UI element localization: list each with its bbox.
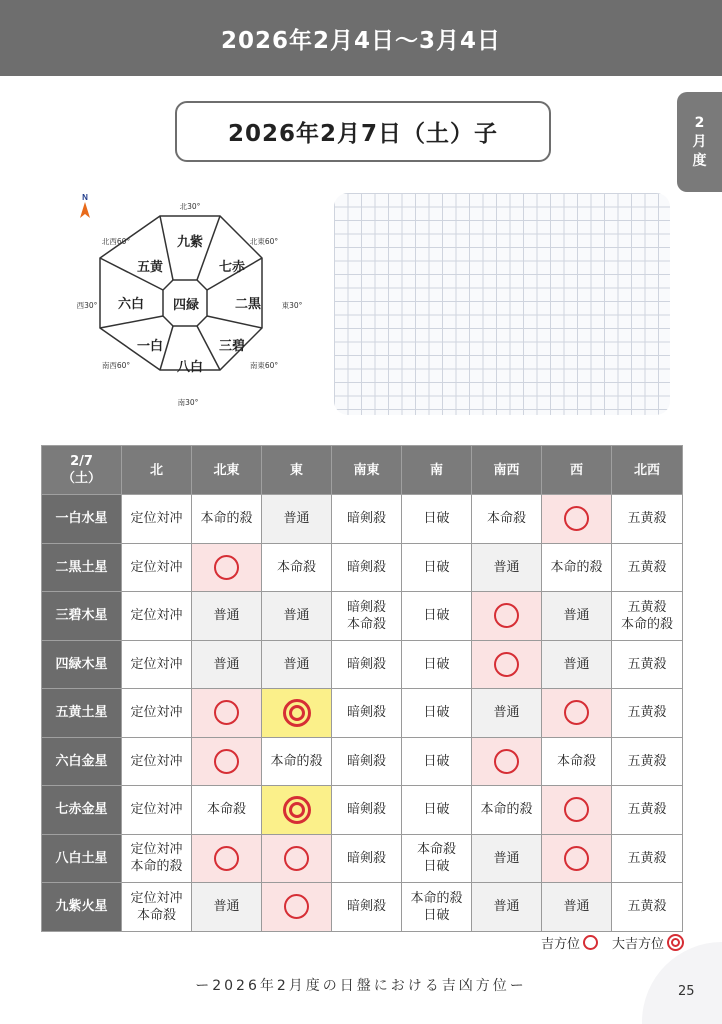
cell-text: 本命殺 bbox=[556, 753, 596, 769]
compass-diagram bbox=[70, 190, 320, 415]
degree-south: 南30° bbox=[177, 398, 199, 407]
table-row bbox=[42, 640, 683, 689]
cell-text: 普通 bbox=[563, 656, 590, 672]
table-cell bbox=[192, 640, 262, 689]
table-cell bbox=[122, 786, 192, 835]
column-header: 南西 bbox=[472, 446, 542, 495]
row-header-star: 三碧木星 bbox=[42, 592, 122, 641]
table-cell bbox=[122, 592, 192, 641]
table-cell bbox=[542, 543, 612, 592]
legend-good-label: 吉方位 bbox=[540, 937, 580, 952]
table-cell bbox=[192, 786, 262, 835]
cell-text: 五黄殺 bbox=[627, 656, 667, 672]
table-cell bbox=[192, 543, 262, 592]
good-direction-icon bbox=[214, 846, 239, 871]
cell-text: 定位対冲 bbox=[130, 511, 183, 527]
column-header: 北 bbox=[122, 446, 192, 495]
cell-text: 普通 bbox=[213, 899, 240, 915]
column-header: 南 bbox=[402, 446, 472, 495]
cell-text: 日破 bbox=[423, 859, 450, 875]
table-cell bbox=[542, 592, 612, 641]
cell-text: 日破 bbox=[423, 511, 450, 527]
table-cell bbox=[472, 689, 542, 738]
table-cell bbox=[472, 592, 542, 641]
table-cell bbox=[402, 834, 472, 883]
cell-text: 五黄殺 bbox=[627, 802, 667, 818]
cell-text: 五黄殺 bbox=[627, 705, 667, 721]
cell-text: 日破 bbox=[423, 559, 450, 575]
good-direction-icon bbox=[494, 652, 519, 677]
table-cell bbox=[192, 737, 262, 786]
double-circle-icon bbox=[667, 934, 684, 951]
table-cell bbox=[122, 689, 192, 738]
cell-text: 暗剣殺 bbox=[346, 559, 386, 575]
table-cell bbox=[262, 495, 332, 544]
table-cell bbox=[472, 883, 542, 932]
column-header: 東 bbox=[262, 446, 332, 495]
cell-text: 本命殺 bbox=[346, 616, 386, 632]
sector-north: 九紫 bbox=[176, 235, 204, 250]
cell-text: 五黄殺 bbox=[627, 511, 667, 527]
header-bar bbox=[0, 0, 722, 76]
sector-center: 四緑 bbox=[172, 298, 200, 313]
row-header-star: 一白水星 bbox=[42, 495, 122, 544]
sector-northeast: 七赤 bbox=[218, 260, 246, 275]
table-row bbox=[42, 592, 683, 641]
sector-south: 八白 bbox=[176, 360, 204, 375]
row-header-star: 二黒土星 bbox=[42, 543, 122, 592]
table-cell bbox=[542, 495, 612, 544]
cell-text: 定位対冲 bbox=[130, 890, 183, 906]
month-tab[interactable] bbox=[677, 92, 722, 192]
degree-northeast: 北東60° bbox=[249, 237, 279, 246]
column-header: 北東 bbox=[192, 446, 262, 495]
table-cell bbox=[262, 883, 332, 932]
table-row bbox=[42, 737, 683, 786]
table-cell bbox=[332, 883, 402, 932]
cell-text: 普通 bbox=[563, 608, 590, 624]
cell-text: 普通 bbox=[563, 899, 590, 915]
cell-text: 定位対冲 bbox=[130, 559, 183, 575]
table-cell bbox=[612, 883, 683, 932]
cell-text: 暗剣殺 bbox=[346, 599, 386, 615]
table-cell bbox=[542, 689, 612, 738]
cell-text: 日破 bbox=[423, 705, 450, 721]
cell-text: 日破 bbox=[423, 802, 450, 818]
table-cell bbox=[192, 495, 262, 544]
cell-text: 本命的殺 bbox=[130, 859, 183, 875]
row-header-star: 六白金星 bbox=[42, 737, 122, 786]
table-cell bbox=[472, 543, 542, 592]
legend-great-label: 大吉方位 bbox=[611, 937, 664, 952]
table-cell bbox=[332, 543, 402, 592]
good-direction-icon bbox=[214, 749, 239, 774]
cell-text: 暗剣殺 bbox=[346, 802, 386, 818]
cell-text: 定位対冲 bbox=[130, 802, 183, 818]
cell-text: 本命的殺 bbox=[620, 616, 673, 632]
table-cell bbox=[332, 592, 402, 641]
cell-text: 五黄殺 bbox=[627, 850, 667, 866]
degree-north: 北30° bbox=[179, 202, 201, 211]
row-header-star: 八白土星 bbox=[42, 834, 122, 883]
cell-text: 本命的殺 bbox=[410, 890, 463, 906]
cell-text: 普通 bbox=[283, 656, 310, 672]
north-mark: N bbox=[82, 193, 88, 202]
table-cell bbox=[542, 640, 612, 689]
table-cell bbox=[542, 883, 612, 932]
cell-text: 五黄殺 bbox=[627, 599, 667, 615]
table-cell bbox=[612, 834, 683, 883]
table-cell bbox=[332, 737, 402, 786]
cell-text: 暗剣殺 bbox=[346, 850, 386, 866]
table-cell bbox=[402, 640, 472, 689]
table-cell bbox=[612, 786, 683, 835]
column-header: 北西 bbox=[612, 446, 683, 495]
table-cell bbox=[192, 592, 262, 641]
table-cell bbox=[192, 883, 262, 932]
cell-text: 普通 bbox=[493, 559, 520, 575]
table-cell bbox=[332, 834, 402, 883]
table-cell bbox=[262, 834, 332, 883]
month-tab-char1: 月 bbox=[692, 133, 707, 150]
corner-weekday: （土） bbox=[61, 471, 101, 486]
memo-grid-area[interactable] bbox=[334, 193, 670, 415]
legend bbox=[541, 933, 684, 952]
cell-text: 日破 bbox=[423, 656, 450, 672]
cell-text: 日破 bbox=[423, 753, 450, 769]
table-corner bbox=[42, 446, 122, 495]
table-cell bbox=[192, 689, 262, 738]
table-cell bbox=[542, 786, 612, 835]
table-cell bbox=[612, 495, 683, 544]
cell-text: 定位対冲 bbox=[130, 705, 183, 721]
table-cell bbox=[262, 543, 332, 592]
good-direction-icon bbox=[564, 506, 589, 531]
good-circle-icon bbox=[583, 935, 598, 950]
cell-text: 本命殺 bbox=[276, 559, 316, 575]
table-header-row bbox=[42, 446, 683, 495]
table-cell bbox=[472, 737, 542, 786]
table-cell bbox=[402, 592, 472, 641]
cell-text: 定位対冲 bbox=[130, 608, 183, 624]
cell-text: 日破 bbox=[423, 907, 450, 923]
cell-text: 定位対冲 bbox=[130, 842, 183, 858]
table-cell bbox=[122, 737, 192, 786]
table-cell bbox=[472, 640, 542, 689]
date-label: 2026年2月7日（土）子 bbox=[227, 121, 499, 147]
cell-text: 普通 bbox=[493, 705, 520, 721]
good-direction-icon bbox=[214, 700, 239, 725]
cell-text: 普通 bbox=[213, 656, 240, 672]
table-row bbox=[42, 689, 683, 738]
column-header: 西 bbox=[542, 446, 612, 495]
table-cell bbox=[262, 737, 332, 786]
cell-text: 定位対冲 bbox=[130, 656, 183, 672]
table-cell bbox=[402, 689, 472, 738]
table-cell bbox=[332, 495, 402, 544]
cell-text: 本命殺 bbox=[136, 907, 176, 923]
table-row bbox=[42, 883, 683, 932]
sector-east: 二黒 bbox=[234, 297, 262, 312]
table-cell bbox=[262, 786, 332, 835]
cell-text: 普通 bbox=[283, 511, 310, 527]
table-cell bbox=[122, 543, 192, 592]
good-direction-icon bbox=[284, 846, 309, 871]
cell-text: 普通 bbox=[213, 608, 240, 624]
sector-southeast: 三碧 bbox=[218, 339, 246, 354]
table-cell bbox=[122, 883, 192, 932]
table-cell bbox=[402, 737, 472, 786]
degree-southwest: 南西60° bbox=[101, 361, 131, 370]
table-body bbox=[42, 495, 683, 932]
table-cell bbox=[612, 543, 683, 592]
table-row bbox=[42, 786, 683, 835]
cell-text: 暗剣殺 bbox=[346, 656, 386, 672]
good-direction-icon bbox=[564, 700, 589, 725]
page-number: 25 bbox=[678, 984, 695, 999]
caption: ー2026年2月度の日盤における吉凶方位ー bbox=[195, 978, 527, 994]
month-tab-char2: 度 bbox=[692, 152, 707, 169]
table-cell bbox=[122, 640, 192, 689]
column-header: 南東 bbox=[332, 446, 402, 495]
table-cell bbox=[122, 834, 192, 883]
table-cell bbox=[612, 592, 683, 641]
good-direction-icon bbox=[564, 846, 589, 871]
good-direction-icon bbox=[494, 749, 519, 774]
cell-text: 暗剣殺 bbox=[346, 899, 386, 915]
sector-west: 六白 bbox=[117, 297, 145, 312]
table-cell bbox=[332, 640, 402, 689]
cell-text: 本命殺 bbox=[416, 842, 456, 858]
cell-text: 普通 bbox=[493, 899, 520, 915]
month-tab-number: 2 bbox=[694, 114, 705, 131]
cell-text: 暗剣殺 bbox=[346, 511, 386, 527]
row-header-star: 四緑木星 bbox=[42, 640, 122, 689]
degree-northwest: 北西60° bbox=[101, 237, 131, 246]
cell-text: 本命殺 bbox=[206, 802, 246, 818]
table-row bbox=[42, 495, 683, 544]
table-cell bbox=[472, 495, 542, 544]
row-header-star: 九紫火星 bbox=[42, 883, 122, 932]
cell-text: 暗剣殺 bbox=[346, 705, 386, 721]
table-row bbox=[42, 834, 683, 883]
north-arrow-icon bbox=[80, 193, 90, 218]
table-cell bbox=[262, 640, 332, 689]
table-cell bbox=[472, 786, 542, 835]
good-direction-icon bbox=[494, 603, 519, 628]
good-direction-icon bbox=[214, 555, 239, 580]
fortune-table bbox=[41, 445, 683, 932]
table-cell bbox=[402, 495, 472, 544]
good-direction-icon bbox=[564, 797, 589, 822]
table-cell bbox=[542, 834, 612, 883]
great-direction-icon bbox=[283, 796, 311, 824]
table-cell bbox=[332, 689, 402, 738]
cell-text: 日破 bbox=[423, 608, 450, 624]
degree-west: 西30° bbox=[76, 301, 98, 310]
table-cell bbox=[402, 786, 472, 835]
table-cell bbox=[122, 495, 192, 544]
table-cell bbox=[402, 543, 472, 592]
cell-text: 本命的殺 bbox=[270, 753, 323, 769]
table-row bbox=[42, 543, 683, 592]
cell-text: 本命的殺 bbox=[550, 559, 603, 575]
table-cell bbox=[332, 786, 402, 835]
good-direction-icon bbox=[284, 894, 309, 919]
cell-text: 本命殺 bbox=[486, 511, 526, 527]
cell-text: 五黄殺 bbox=[627, 899, 667, 915]
table-cell bbox=[542, 737, 612, 786]
period-title: 2026年2月4日～3月4日 bbox=[220, 27, 502, 54]
cell-text: 普通 bbox=[493, 850, 520, 866]
cell-text: 本命的殺 bbox=[200, 511, 253, 527]
table-cell bbox=[612, 737, 683, 786]
table-cell bbox=[612, 689, 683, 738]
table-cell bbox=[192, 834, 262, 883]
sector-northwest: 五黄 bbox=[136, 260, 164, 275]
corner-date: 2/7 bbox=[70, 454, 93, 469]
cell-text: 普通 bbox=[283, 608, 310, 624]
table-cell bbox=[612, 640, 683, 689]
row-header-star: 五黄土星 bbox=[42, 689, 122, 738]
cell-text: 五黄殺 bbox=[627, 753, 667, 769]
date-box bbox=[175, 101, 551, 162]
great-direction-icon bbox=[283, 699, 311, 727]
sector-southwest: 一白 bbox=[136, 339, 164, 354]
table-cell bbox=[402, 883, 472, 932]
cell-text: 定位対冲 bbox=[130, 753, 183, 769]
degree-east: 東30° bbox=[281, 301, 303, 310]
compass-svg bbox=[70, 190, 320, 415]
cell-text: 本命的殺 bbox=[480, 802, 533, 818]
table-cell bbox=[262, 592, 332, 641]
cell-text: 暗剣殺 bbox=[346, 753, 386, 769]
table-cell bbox=[262, 689, 332, 738]
degree-southeast: 南東60° bbox=[249, 361, 279, 370]
row-header-star: 七赤金星 bbox=[42, 786, 122, 835]
table-cell bbox=[472, 834, 542, 883]
cell-text: 五黄殺 bbox=[627, 559, 667, 575]
